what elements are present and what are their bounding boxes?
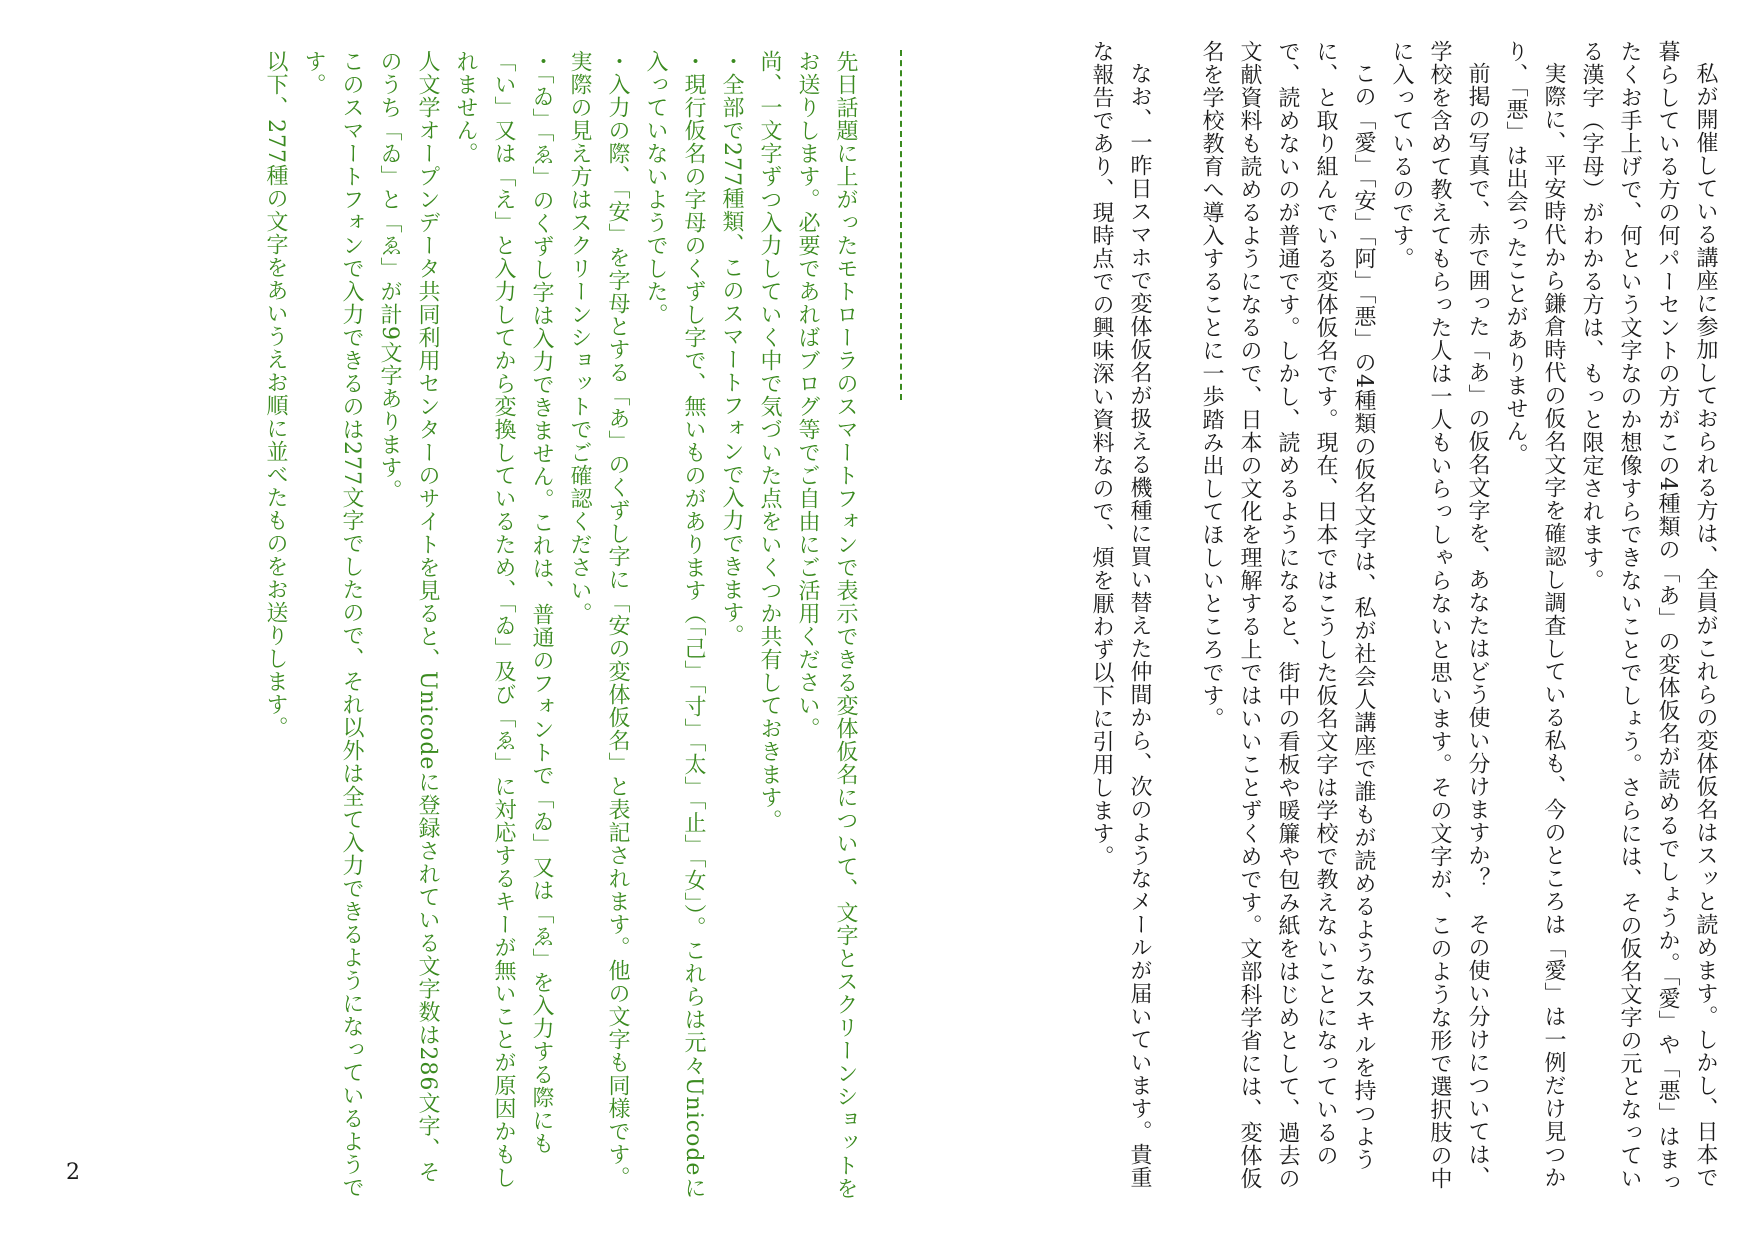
mail-bullet: ・入力の際、「安」を字母とする「あ」のくずし字に「安の変体仮名」と表記されます。他の文字も同様です。実際の見え方はスクリーンショットでご確認ください。 [567, 50, 630, 1189]
mail-paragraph: 尚、一文字ずつ入力していく中で気づいた点をいくつか共有しておきます。 [757, 50, 782, 832]
quote-divider-line [900, 50, 902, 400]
main-paragraph: 私が開催している講座に参加しておられる方は、全員がこれらの変体仮名はスッと読めます。しかし、日本で暮らしている方の何パーセントの方がこの4種類の「あ」の変体仮名が読めるでしょうか。「愛」や「悪」はまったくお手上げで、何という文字なのか想像すらできないことでしょう。さらには、その仮名文字の元となっている漢字（字母）がわかる方は、もっと限定されます。 [1579, 40, 1718, 1194]
mail-paragraph: 先日話題に上がったモトローラのスマートフォンで表示できる変体仮名について、文字とスクリーンショットをお送りします。必要であればブログ等でご自由にご活用ください。 [795, 50, 858, 1200]
mail-paragraph: 人文学オープンデータ共同利用センターのサイトを見ると、Unicodeに登録されている文字数は286文字、そのうち「ゐ」と「ゑ」が計9文字あります。 [377, 50, 440, 1184]
main-paragraph: 前掲の写真で、赤で囲った「あ」の仮名文字を、あなたはどう使い分けますか？ その使い分けについては、学校を含めて教えてもらった人は一人もいらっしゃらないと思います。その文字が、このような形で選択肢の中に入っているのです。 [1389, 40, 1490, 1190]
page-number: 2 [66, 1160, 80, 1185]
mail-bullet: ・全部で277種類、このスマートフォンで入力できます。 [719, 50, 744, 647]
quote-intro-paragraph: なお、一昨日スマホで変体仮名が扱える機種に買い替えた仲間から、次のようなメールが届いています。貴重な報告であり、現時点での興味深い資料なので、煩を厭わず以下に引用します。 [1089, 40, 1152, 1189]
mail-paragraph: 以下、277種の文字をあいうえお順に並べたものをお送りします。 [263, 50, 288, 739]
mail-paragraph: このスマートフォンで入力できるのは277文字でしたので、それ以外は全て入力できるようになっているようです。 [301, 50, 364, 1199]
quoted-mail-text [94, 50, 864, 1200]
mail-bullet: ・現行仮名の字母のくずし字で、無いものがあります（「己」「寸」「太」「止」「女」）。これらは元々Unicodeに入っていないようでした。 [643, 50, 706, 1200]
main-body-text [944, 40, 1724, 1200]
mail-bullet: ・「ゐ」「ゑ」のくずし字は入力できません。これは、普通のフォントで「ゐ」又は「ゑ」を入力する際にも「い」又は「え」と入力してから変換しているため、「ゐ」及び「ゑ」に対応するキーが無いことが原因かもしれません。 [453, 50, 554, 1189]
main-paragraph: 実際に、平安時代から鎌倉時代の仮名文字を確認し調査している私も、今のところは「愛」は一例だけ見つかり、「悪」は出会ったことがありません。 [1503, 40, 1566, 1189]
main-paragraph: この「愛」「安」「阿」「悪」の4種類の仮名文字は、私が社会人講座で誰もが読めるようなスキルを持つように、と取り組んでいる変体仮名です。現在、日本ではこうした仮名文字は学校で教えないことになっているので、読めないのが普通です。しかし、読めるようになると、街中の看板や暖簾や包み紙をはじめとして、過去の文献資料も読めるようになるので、日本の文化を理解する上ではいいことずくめです。文部科学省には、変体仮名を学校教育へ導入することに一歩踏み出してほしいところです。 [1199, 40, 1376, 1190]
